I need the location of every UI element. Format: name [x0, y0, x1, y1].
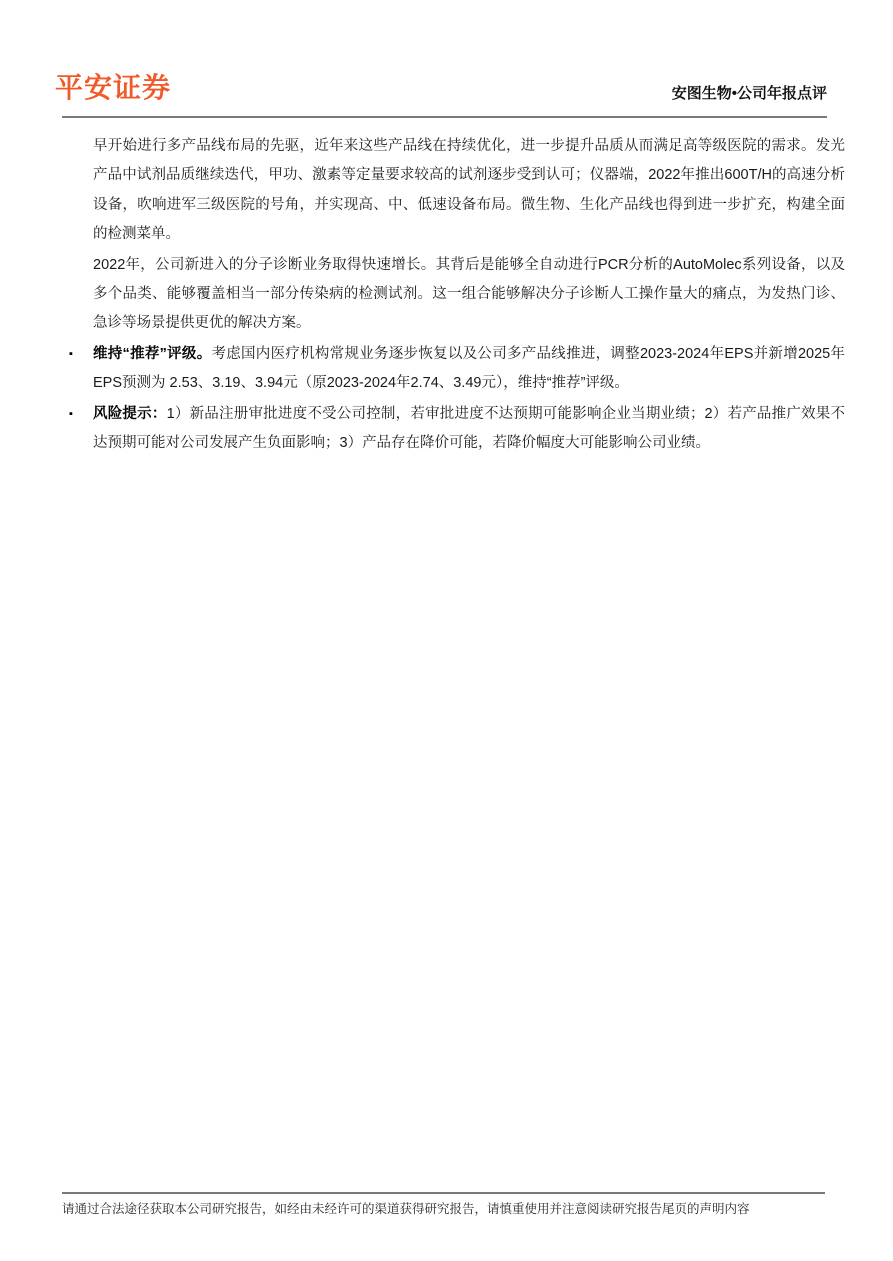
body-paragraph-2: 2022年，公司新进入的分子诊断业务取得快速增长。其背后是能够全自动进行PCR分析的AutoMolec系列设备，以及多个品类、能够覆盖相当一部分传染病的检测试剂。这一组合能够解决分子诊断人工操作量大的痛点，为发热门诊、急诊等场景提供更优的解决方案。 [93, 256, 845, 332]
square-bullet-icon: ▪ [69, 347, 73, 360]
bullet-paragraph-risk [93, 400, 845, 459]
bullet-lead-rating: 维持“推荐”评级。 [93, 345, 212, 362]
body-paragraph-1: 早开始进行多产品线布局的先驱，近年来这些产品线在持续优化，进一步提升品质从而满足高等级医院的需求。发光产品中试剂品质继续迭代，甲功、激素等定量要求较高的试剂逐步受到认可；仪器端，2022年推出600T/H的高速分析设备，吹响进军三级医院的号角，并实现高、中、低速设备布局。微生物、生化产品线也得到进一步扩充，构建全面的检测菜单。 [93, 138, 845, 243]
bullet-text-risk: 1）新品注册审批进度不受公司控制，若审批进度不达预期可能影响企业当期业绩；2）若产品推广效果不达预期可能对公司发展产生负面影响；3）产品存在降价可能，若降价幅度大可能影响公司业绩。 [93, 405, 846, 452]
footer-divider [62, 1192, 825, 1194]
footer-disclaimer: 请通过合法途径获取本公司研究报告，如经由未经许可的渠道获得研究报告，请慎重使用并注意阅读研究报告尾页的声明内容 [62, 1202, 750, 1216]
bullet-paragraph-rating [93, 340, 845, 399]
bullet-lead-risk: 风险提示： [93, 405, 167, 422]
pingan-securities-logo: 平安证券 [55, 72, 172, 103]
list-item-risk [69, 400, 846, 459]
report-body [69, 132, 846, 459]
header-divider [62, 116, 827, 118]
bullet-text-rating: 考虑国内医疗机构常规业务逐步恢复以及公司多产品线推进，调整2023-2024年EPS并新增2025年EPS预测为 2.53、3.19、3.94元（原2023-2024年2.74、3.49元），维持“推荐”评级。 [93, 345, 845, 392]
square-bullet-icon: ▪ [69, 407, 73, 420]
list-item-rating [69, 340, 845, 399]
report-title-label: 安图生物•公司年报点评 [671, 85, 827, 102]
